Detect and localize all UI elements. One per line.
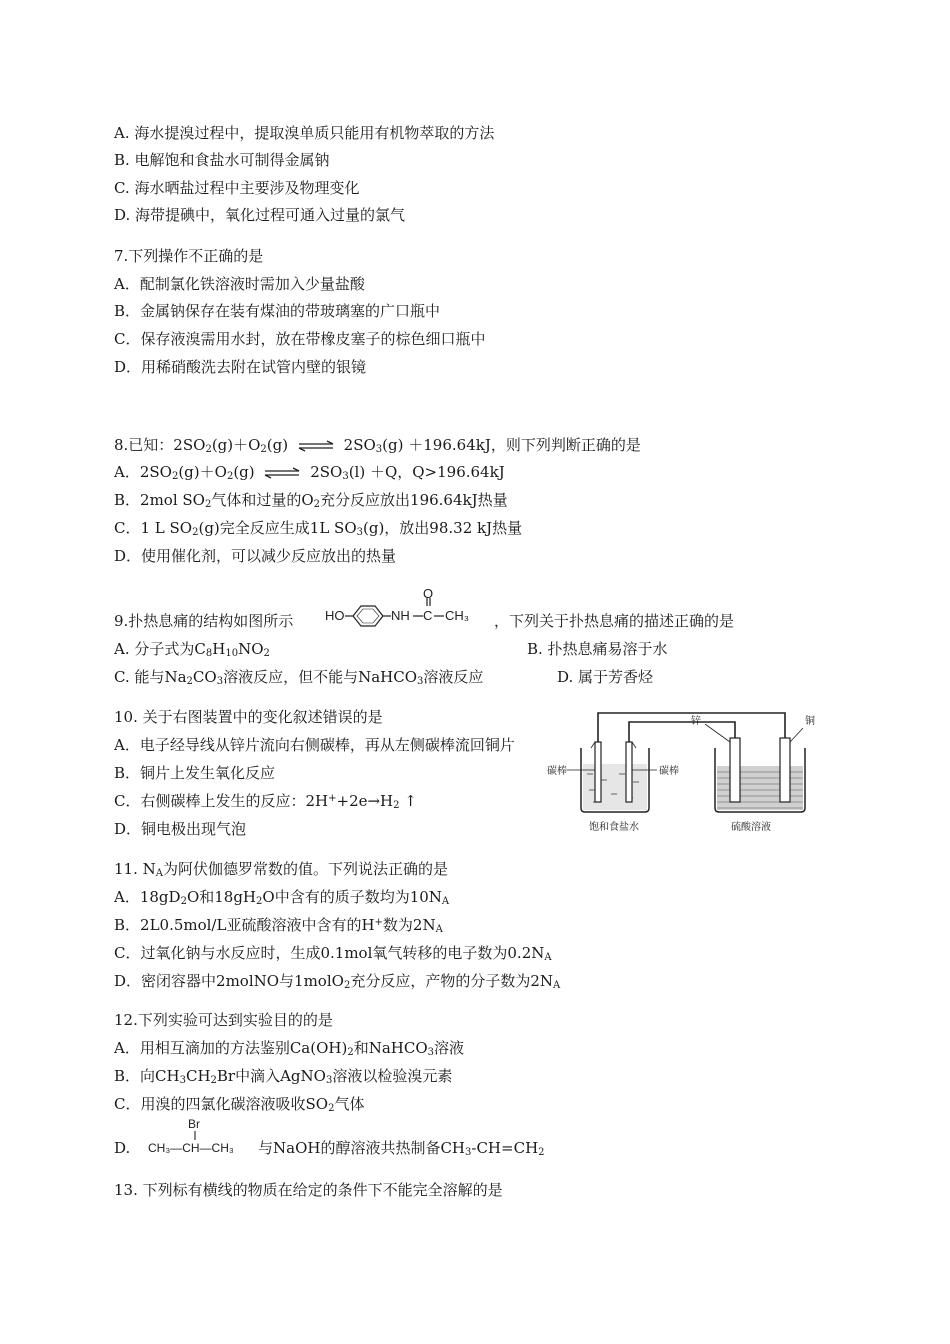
- subscript: 2: [171, 471, 179, 482]
- q9-option-a: [114, 639, 270, 659]
- q8-option-d: D．使用催化剂，可以减少反应放出的热量: [114, 547, 397, 565]
- q8-a-text: (l) ＋Q，Q>196.64kJ: [348, 463, 505, 481]
- subscript: 2: [210, 1075, 217, 1086]
- subscript: 2: [393, 800, 400, 811]
- struct-nh: NH: [391, 608, 410, 623]
- q9-stem-right: ，下列关于扑热息痛的描述正确的是: [494, 612, 735, 630]
- q12-option-d: [258, 1138, 545, 1158]
- subscript: 2: [343, 980, 351, 991]
- subscript: 3: [427, 1047, 435, 1058]
- subscript: 8: [205, 648, 213, 659]
- q10-option-c: [114, 791, 417, 811]
- q9-a-text: A. 分子式为C: [114, 640, 206, 658]
- q12-b-text: B．向CH: [114, 1067, 180, 1085]
- q7-option-d: D．用稀硝酸洗去附在试管内壁的银镜: [114, 358, 367, 376]
- q9-option-d: D. 属于芳香烃: [557, 668, 654, 686]
- q9-a-text: NO: [238, 640, 264, 658]
- q11-option-c: [114, 943, 552, 963]
- subscript: 2: [260, 444, 267, 455]
- q12-a-text: 和NaHCO: [353, 1039, 428, 1057]
- label-left-beaker: 饱和食盐水: [589, 822, 639, 833]
- q9-option-c: [114, 667, 483, 687]
- subscript: 2: [256, 896, 263, 907]
- subscript: A: [552, 980, 561, 991]
- q12-b-text: CH: [185, 1067, 211, 1085]
- prev-option-d: D. 海带提碘中，氧化过程可通入过量的氯气: [114, 206, 406, 224]
- subscript: 3: [375, 444, 383, 455]
- q12-option-a: [114, 1038, 464, 1058]
- subscript: 2: [263, 648, 270, 659]
- equilibrium-arrow-icon: [297, 440, 335, 452]
- q11-stem-text: 为阿伏伽德罗常数的值。下列说法正确的是: [162, 860, 448, 878]
- q7-stem: 7.下列操作不正确的是: [114, 247, 264, 265]
- subscript: A: [544, 952, 552, 963]
- subscript: 3: [325, 1075, 333, 1086]
- q11-c-text: C．过氧化钠与水反应时，生成0.1mol氧气转移的电子数为0.2N: [114, 944, 545, 962]
- q12-a-text: 溶液: [434, 1039, 465, 1057]
- subscript: 3: [465, 1147, 472, 1158]
- electrolysis-apparatus-diagram: [545, 708, 820, 838]
- left-solution: [583, 764, 647, 810]
- equilibrium-arrow-icon: [263, 467, 301, 479]
- struct-o: O: [423, 588, 434, 601]
- q8-c-text: (g)，放出98.32 kJ热量: [363, 519, 523, 537]
- subscript: 10: [225, 648, 239, 659]
- q9-a-text: H: [212, 640, 226, 658]
- q10-c-text: ↑: [399, 792, 417, 810]
- q8-b-text: 充分反应放出196.64kJ热量: [320, 491, 508, 509]
- q9-c-text: 溶液反应: [423, 668, 484, 686]
- q8-option-b: [114, 490, 508, 510]
- subscript: 2: [226, 471, 234, 482]
- q12-a-text: A．用相互滴加的方法鉴别Ca(OH): [114, 1039, 348, 1057]
- label-copper: 铜: [805, 716, 815, 727]
- prev-option-c: C. 海水晒盐过程中主要涉及物理变化: [114, 179, 360, 197]
- q8-stem: [114, 435, 641, 455]
- q8-a-text: 2SO: [310, 463, 343, 481]
- subscript: 3: [356, 527, 363, 538]
- struct-ch3: CH₃: [445, 608, 470, 623]
- subscript: 3: [342, 471, 349, 482]
- zinc-electrode: [730, 738, 740, 802]
- q10-option-d: D．铜电极出现气泡: [114, 820, 247, 838]
- q9-c-text: C. 能与Na: [114, 668, 187, 686]
- label-right-rod: 碳棒: [659, 766, 679, 777]
- q11-option-b: [114, 915, 443, 935]
- subscript: 3: [417, 676, 424, 687]
- bromopropane-structure: [146, 1116, 250, 1158]
- q8-c-text: C．1 L SO: [114, 519, 193, 537]
- q12-d-text: -CH=CH: [471, 1139, 539, 1157]
- q12-option-b: [114, 1066, 452, 1086]
- subscript: 2: [205, 444, 212, 455]
- q11-a-text: O和18gH: [186, 888, 257, 906]
- q11-d-text: D．密闭容器中2molNO与1molO: [114, 972, 344, 990]
- subscript: A: [155, 868, 163, 879]
- q10-option-b: B．铜片上发生氧化反应: [114, 764, 276, 782]
- copper-electrode: [780, 738, 790, 802]
- left-carbon-rod: [595, 742, 601, 802]
- q11-stem-text: 11. N: [114, 860, 156, 878]
- q10-option-a: A．电子经导线从锌片流向右侧碳棒，再从左侧碳棒流回铜片: [114, 736, 515, 754]
- q8-option-c: [114, 518, 522, 538]
- q11-option-a: [114, 887, 449, 907]
- q12-stem: 12.下列实验可达到实验目的的是: [114, 1011, 333, 1029]
- q8-stem-text: 8.已知：2SO: [114, 436, 206, 454]
- prev-option-a: A. 海水提溴过程中，提取溴单质只能用有机物萃取的方法: [114, 124, 495, 142]
- struct-chain: CH₃—CH—CH₃: [148, 1141, 234, 1155]
- q9-c-text: CO: [192, 668, 217, 686]
- right-carbon-rod: [626, 742, 632, 802]
- q11-b-text: 数为2N: [382, 916, 436, 934]
- q12-c-text: C．用溴的四氯化碳溶液吸收SO: [114, 1095, 329, 1113]
- q8-b-text: B．2mol SO: [114, 491, 205, 509]
- q12-option-d-label: D.: [114, 1139, 131, 1157]
- label-zinc: 锌: [691, 716, 701, 727]
- q7-option-a: A．配制氯化铁溶液时需加入少量盐酸: [114, 275, 365, 293]
- q11-b-text: B．2L0.5mol/L亚硫酸溶液中含有的H: [114, 916, 375, 934]
- q8-stem-text: (g) ＋196.64kJ，则下列判断正确的是: [382, 436, 641, 454]
- q8-stem-text: (g)＋O: [211, 436, 261, 454]
- q9-stem-left: 9.扑热息痛的结构如图所示: [114, 612, 294, 630]
- label-right-beaker: 硫酸溶液: [731, 822, 771, 833]
- q12-b-text: Br中滴入AgNO: [216, 1067, 326, 1085]
- subscript: 3: [179, 1075, 186, 1086]
- subscript: 2: [186, 676, 193, 687]
- q8-a-text: (g)＋O: [178, 463, 227, 481]
- q12-c-text: 气体: [334, 1095, 365, 1113]
- struct-ho: HO: [325, 608, 345, 623]
- q8-a-text: (g): [233, 463, 255, 481]
- q9-option-b: B. 扑热息痛易溶于水: [527, 640, 668, 658]
- q11-option-d: [114, 971, 560, 991]
- wire-inner: [629, 722, 735, 743]
- prev-option-b: B. 电解饱和食盐水可制得金属钠: [114, 151, 330, 169]
- struct-br: Br: [188, 1117, 200, 1131]
- q12-d-text: 与NaOH的醇溶液共热制备CH: [258, 1139, 466, 1157]
- q9-c-text: 溶液反应，但不能与NaHCO: [223, 668, 418, 686]
- struct-c: C: [423, 608, 433, 623]
- subscript: 2: [313, 499, 321, 510]
- subscript: 2: [204, 499, 212, 510]
- q11-a-text: A．18gD: [114, 888, 181, 906]
- subscript: 2: [328, 1103, 335, 1114]
- q10-c-text: +2e→H: [336, 792, 394, 810]
- q8-b-text: 气体和过量的O: [211, 491, 314, 509]
- q11-a-text: O中含有的质子数均为10N: [262, 888, 442, 906]
- subscript: 3: [216, 676, 224, 687]
- subscript: 2: [180, 896, 187, 907]
- label-left-rod: 碳棒: [547, 766, 567, 777]
- q7-option-c: C．保存液溴需用水封，放在带橡皮塞子的棕色细口瓶中: [114, 330, 486, 348]
- q8-stem-text: (g): [266, 436, 289, 454]
- subscript: A: [441, 896, 450, 907]
- superscript: +: [374, 917, 383, 928]
- q8-c-text: (g)完全反应生成1L SO: [198, 519, 357, 537]
- q11-stem: [114, 859, 448, 879]
- q8-option-a: [114, 462, 505, 482]
- paracetamol-structure: [323, 588, 475, 632]
- q12-option-c: [114, 1094, 364, 1114]
- q7-option-b: B．金属钠保存在装有煤油的带玻璃塞的广口瓶中: [114, 302, 441, 320]
- q8-stem-text: 2SO: [343, 436, 376, 454]
- subscript: 2: [538, 1147, 545, 1158]
- subscript: A: [435, 924, 443, 935]
- q11-d-text: 充分反应，产物的分子数为2N: [350, 972, 553, 990]
- q10-c-text: C．右侧碳棒上发生的反应：2H: [114, 792, 329, 810]
- subscript: 2: [192, 527, 199, 538]
- q13-stem: 13. 下列标有横线的物质在给定的条件下不能完全溶解的是: [114, 1181, 503, 1199]
- subscript: 2: [347, 1047, 354, 1058]
- superscript: +: [328, 793, 337, 804]
- q10-stem: 10. 关于右图装置中的变化叙述错误的是: [114, 708, 383, 726]
- q12-b-text: 溶液以检验溴元素: [332, 1067, 453, 1085]
- q8-a-text: A．2SO: [114, 463, 172, 481]
